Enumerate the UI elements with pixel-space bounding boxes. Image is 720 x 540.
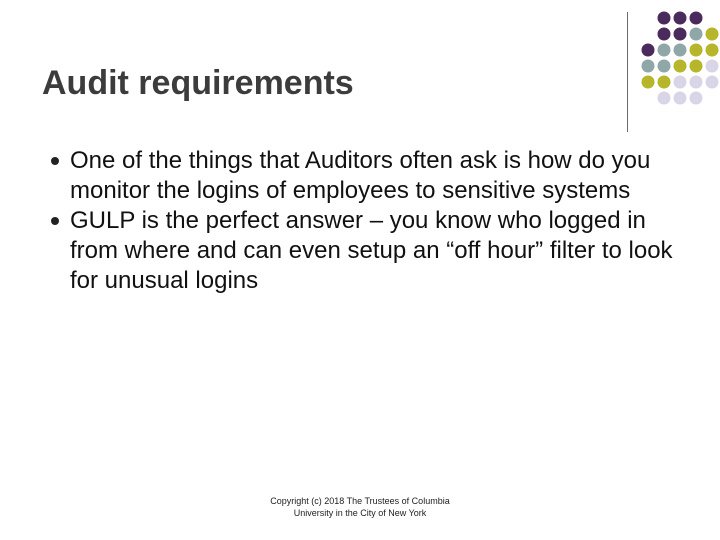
- decorative-dot: [658, 12, 671, 25]
- decorative-dot: [706, 44, 719, 57]
- decorative-dot: [642, 76, 655, 89]
- decorative-dot: [642, 44, 655, 57]
- decorative-dot: [706, 28, 719, 41]
- decorative-dot: [690, 76, 703, 89]
- decorative-dot-grid: [0, 0, 720, 160]
- bullet-item: [48, 206, 688, 296]
- decorative-dot: [658, 92, 671, 105]
- decorative-dot: [674, 44, 687, 57]
- decorative-dot: [690, 12, 703, 25]
- decorative-dot: [674, 12, 687, 25]
- decorative-dot: [706, 60, 719, 73]
- decorative-dot: [658, 44, 671, 57]
- decorative-dot: [674, 60, 687, 73]
- decorative-dot: [658, 76, 671, 89]
- bullet-dot-icon: [51, 217, 59, 225]
- footer-line: University in the City of New York: [293, 508, 427, 518]
- decorative-dot: [642, 60, 655, 73]
- decorative-dot: [690, 92, 703, 105]
- decorative-dot: [658, 60, 671, 73]
- decorative-dot: [658, 28, 671, 41]
- decorative-dot: [690, 44, 703, 57]
- decorative-dot: [674, 28, 687, 41]
- bullet-dot-icon: [51, 157, 59, 165]
- decorative-dot: [674, 76, 687, 89]
- decorative-dot: [674, 92, 687, 105]
- decorative-dot: [690, 28, 703, 41]
- bullet-list: [48, 146, 688, 296]
- decorative-dot: [706, 76, 719, 89]
- footer-line: Copyright (c) 2018 The Trustees of Columbia: [270, 496, 450, 506]
- bullet-text: GULP is the perfect answer – you know who logged in from where and can even setup an “off hour” filter to look for unusual logins: [70, 207, 673, 294]
- slide-title: Audit requirements: [42, 64, 354, 102]
- bullet-text: One of the things that Auditors often ask is how do you monitor the logins of employees to sensitive systems: [70, 147, 651, 204]
- bullet-item: [48, 146, 688, 206]
- decorative-dot: [690, 60, 703, 73]
- copyright-footer: [220, 495, 500, 519]
